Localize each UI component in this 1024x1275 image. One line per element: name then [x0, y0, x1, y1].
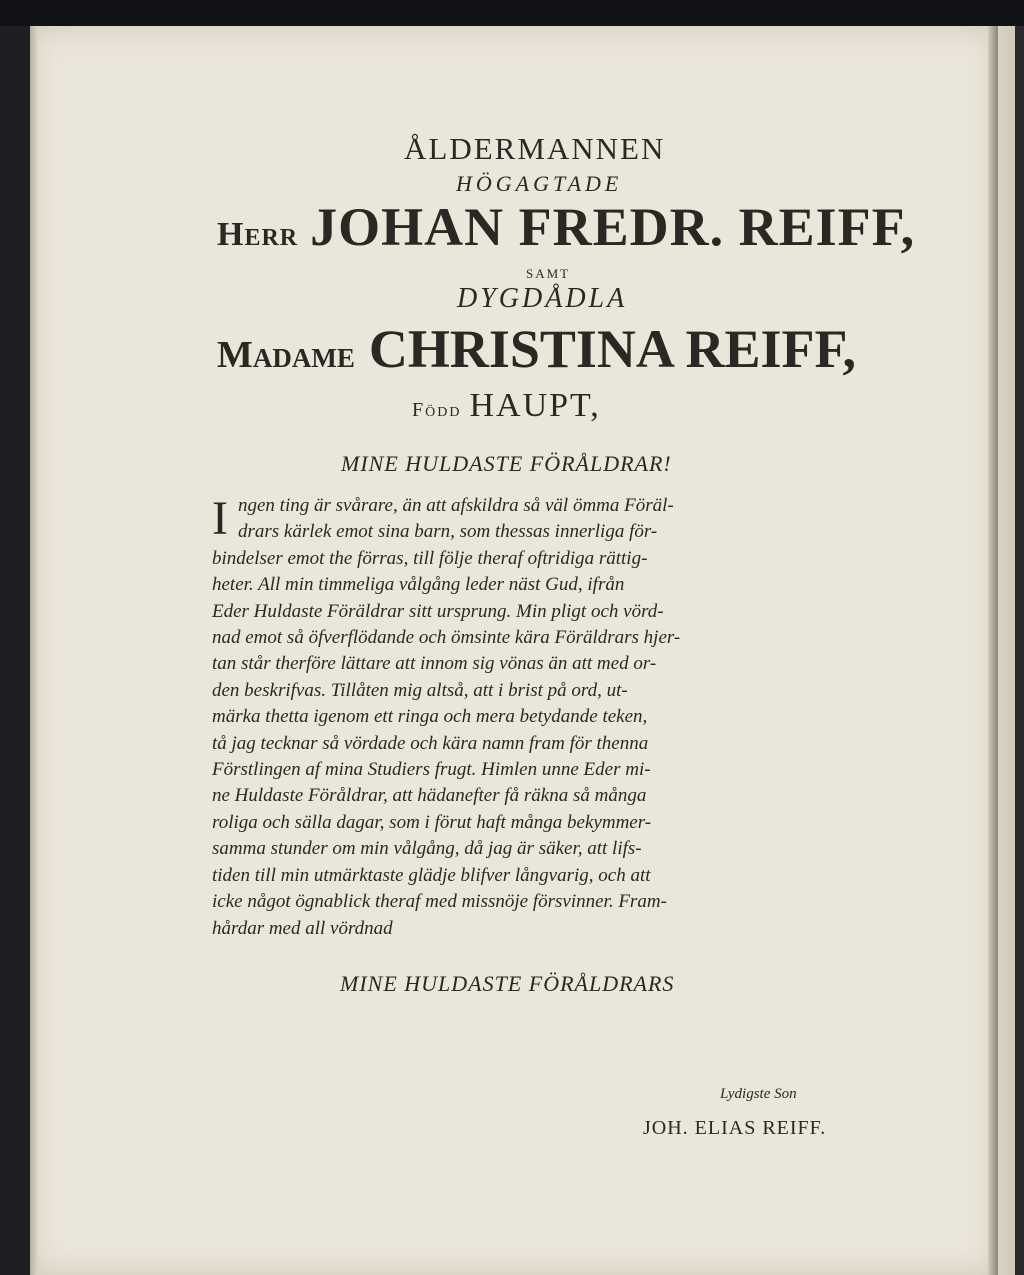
heading-line-fodd-haupt — [412, 387, 601, 425]
signature-name: JOH. ELIAS REIFF. — [643, 1117, 827, 1139]
heading-fodd-prefix: Född — [412, 399, 462, 421]
signature-title: Lydigste Son — [720, 1086, 797, 1102]
body-line: nad emot så öfverflödande och ömsinte kära Föräldrars hjer- — [212, 627, 681, 649]
book-gutter — [988, 26, 998, 1275]
heading-line-hogagtade: HÖGAGTADE — [456, 171, 623, 196]
body-line: icke något ögnablick theraf med missnöje försvinner. Fram- — [212, 891, 667, 913]
scan-background-top — [0, 0, 1024, 26]
heading-line-aldermannen: ÅLDERMANNEN — [404, 131, 666, 166]
body-line: ngen ting är svårare, än att afskildra så väl ömma Föräl- — [238, 495, 674, 516]
heading-line-christina-reiff — [217, 318, 856, 380]
body-line: bindelser emot the förras, till följe theraf oftridiga rättig- — [212, 547, 648, 569]
dedication-body — [212, 493, 917, 942]
body-line: märka thetta igenom ett ringa och mera betydande teken, — [212, 706, 648, 728]
body-line: drars kärlek emot sina barn, som thessas innerliga för- — [238, 521, 658, 543]
heading-line-samt: SAMT — [526, 266, 571, 281]
scan-background-right — [1015, 26, 1024, 1275]
body-line: tå jag tecknar så vördade och kära namn fram för thenna — [212, 732, 649, 754]
page-edge-left — [30, 26, 38, 1275]
heading-johan-name: JOHAN FREDR. REIFF, — [310, 197, 916, 257]
body-line: ne Huldaste Föråldrar, att hädanefter få räkna så många — [212, 785, 647, 807]
salutation: MINE HULDASTE FÖRÅLDRAR! — [341, 451, 672, 476]
heading-christina-name: CHRISTINA REIFF, — [368, 319, 856, 379]
body-line: den beskrifvas. Tillåten mig altså, att i brist på ord, ut- — [212, 679, 628, 701]
drop-cap: I — [212, 492, 228, 545]
body-line: hårdar med all vördnad — [212, 917, 393, 939]
heading-line-dygdadla: DYGDÅDLA — [457, 283, 628, 314]
heading-herr-prefix: Herr — [217, 216, 299, 253]
heading-madame-prefix: Madame — [217, 334, 355, 376]
body-line: roliga och sälla dagar, som i förut haft många bekymmer- — [212, 811, 652, 833]
body-line: Förstlingen af mina Studiers frugt. Himlen unne Eder mi- — [212, 759, 651, 781]
body-line: heter. All min timmeliga vålgång leder näst Gud, ifrån — [212, 574, 625, 596]
body-line: tan står therföre lättare att innom sig vönas än att med or- — [212, 653, 657, 675]
body-line: samma stunder om min vålgång, då jag är säker, att lifs- — [212, 838, 642, 860]
closing-line: MINE HULDASTE FÖRÅLDRARS — [340, 971, 675, 996]
heading-haupt-name: HAUPT, — [469, 387, 601, 424]
heading-line-johan-fredr-reiff — [217, 196, 915, 258]
body-line: Eder Huldaste Föräldrar sitt ursprung. Min pligt och vörd- — [212, 600, 664, 622]
body-line: tiden till min utmärktaste glädje blifver långvarig, och att — [212, 864, 651, 886]
